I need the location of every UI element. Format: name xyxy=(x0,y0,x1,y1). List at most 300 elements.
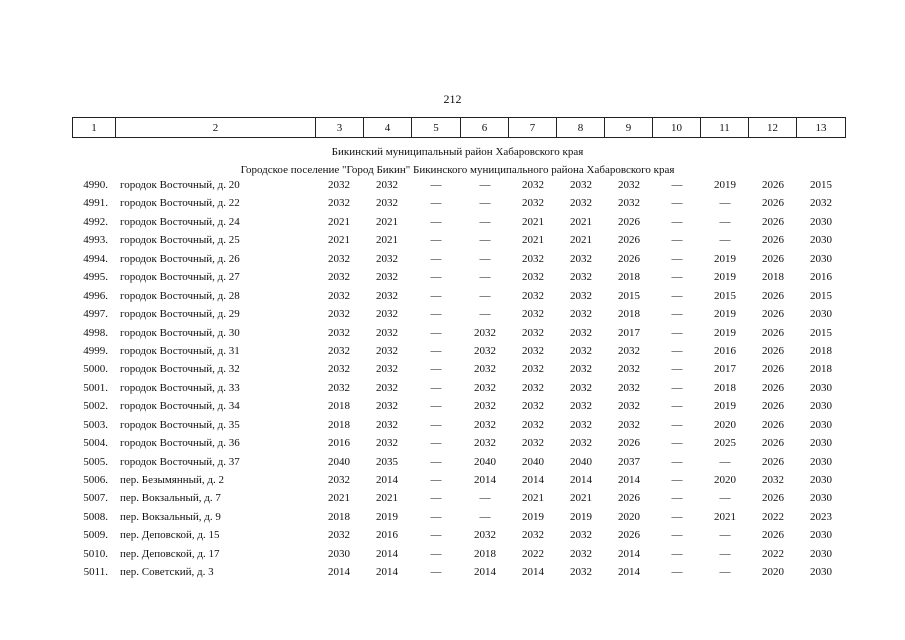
address-cell: городок Восточный, д. 31 xyxy=(120,344,240,357)
year-cell-col-7: 2032 xyxy=(522,400,544,413)
year-cell-col-11: — xyxy=(719,529,731,542)
header-col-8: 8 xyxy=(557,118,605,138)
year-cell-col-4: 2032 xyxy=(376,179,398,191)
year-cell-col-7: 2040 xyxy=(522,455,544,468)
year-cell-col-11: 2019 xyxy=(714,308,736,321)
table-row xyxy=(72,526,843,544)
table-row xyxy=(72,176,843,194)
year-cell-col-9: 2026 xyxy=(618,252,640,265)
year-cell-col-9: 2032 xyxy=(618,197,640,210)
year-cell-col-11: 2015 xyxy=(714,289,736,302)
year-cell-col-9: 2032 xyxy=(618,344,640,357)
year-cell-col-9: 2018 xyxy=(618,308,640,321)
year-cell-col-13: 2018 xyxy=(810,363,832,376)
year-cell-col-3: 2032 xyxy=(328,308,350,321)
year-cell-col-9: 2026 xyxy=(618,234,640,247)
year-cell-col-13: 2030 xyxy=(810,492,832,505)
table-row xyxy=(72,471,843,489)
header-col-6: 6 xyxy=(461,118,509,138)
year-cell-col-7: 2014 xyxy=(522,566,544,579)
year-cell-col-6: — xyxy=(479,179,491,191)
year-cell-col-7: 2032 xyxy=(522,289,544,302)
year-cell-col-9: 2014 xyxy=(618,566,640,579)
year-cell-col-3: 2032 xyxy=(328,179,350,191)
year-cell-col-3: 2032 xyxy=(328,271,350,284)
year-cell-col-7: 2032 xyxy=(522,271,544,284)
year-cell-col-3: 2016 xyxy=(328,437,350,450)
year-cell-col-13: 2030 xyxy=(810,418,832,431)
year-cell-col-11: 2016 xyxy=(714,344,736,357)
year-cell-col-11: 2019 xyxy=(714,326,736,339)
table-row xyxy=(72,231,843,249)
year-cell-col-7: 2032 xyxy=(522,418,544,431)
year-cell-col-10: — xyxy=(671,363,683,376)
year-cell-col-9: 2017 xyxy=(618,326,640,339)
year-cell-col-8: 2032 xyxy=(570,547,592,560)
year-cell-col-7: 2032 xyxy=(522,529,544,542)
year-cell-col-7: 2021 xyxy=(522,492,544,505)
row-number: 5007. xyxy=(83,492,108,505)
year-cell-col-3: 2018 xyxy=(328,400,350,413)
year-cell-col-6: 2014 xyxy=(474,566,496,579)
year-cell-col-10: — xyxy=(671,566,683,579)
year-cell-col-10: — xyxy=(671,308,683,321)
header-col-3: 3 xyxy=(316,118,364,138)
year-cell-col-5: — xyxy=(430,271,442,284)
year-cell-col-3: 2032 xyxy=(328,529,350,542)
year-cell-col-13: 2030 xyxy=(810,529,832,542)
row-number: 4993. xyxy=(83,234,108,247)
address-cell: городок Восточный, д. 25 xyxy=(120,234,240,247)
header-col-4: 4 xyxy=(364,118,412,138)
year-cell-col-10: — xyxy=(671,289,683,302)
year-cell-col-12: 2026 xyxy=(762,252,784,265)
address-cell: городок Восточный, д. 29 xyxy=(120,308,240,321)
year-cell-col-13: 2015 xyxy=(810,326,832,339)
row-number: 5005. xyxy=(83,455,108,468)
year-cell-col-12: 2022 xyxy=(762,510,784,523)
year-cell-col-3: 2040 xyxy=(328,455,350,468)
year-cell-col-6: — xyxy=(479,308,491,321)
address-cell: городок Восточный, д. 26 xyxy=(120,252,240,265)
year-cell-col-11: 2019 xyxy=(714,271,736,284)
year-cell-col-10: — xyxy=(671,326,683,339)
year-cell-col-6: — xyxy=(479,234,491,247)
year-cell-col-4: 2032 xyxy=(376,326,398,339)
year-cell-col-9: 2026 xyxy=(618,529,640,542)
year-cell-col-3: 2030 xyxy=(328,547,350,560)
year-cell-col-11: 2019 xyxy=(714,400,736,413)
year-cell-col-5: — xyxy=(430,455,442,468)
row-number: 5011. xyxy=(83,566,108,579)
address-cell: городок Восточный, д. 35 xyxy=(120,418,240,431)
year-cell-col-8: 2032 xyxy=(570,344,592,357)
year-cell-col-12: 2026 xyxy=(762,308,784,321)
table-row xyxy=(72,250,843,268)
year-cell-col-4: 2032 xyxy=(376,289,398,302)
year-cell-col-5: — xyxy=(430,326,442,339)
year-cell-col-8: 2032 xyxy=(570,418,592,431)
year-cell-col-5: — xyxy=(430,234,442,247)
year-cell-col-10: — xyxy=(671,179,683,191)
year-cell-col-12: 2026 xyxy=(762,197,784,210)
year-cell-col-13: 2030 xyxy=(810,566,832,579)
year-cell-col-12: 2018 xyxy=(762,271,784,284)
year-cell-col-13: 2030 xyxy=(810,381,832,394)
year-cell-col-8: 2032 xyxy=(570,197,592,210)
year-cell-col-4: 2032 xyxy=(376,363,398,376)
row-number: 4992. xyxy=(83,215,108,228)
year-cell-col-6: 2032 xyxy=(474,400,496,413)
year-cell-col-4: 2035 xyxy=(376,455,398,468)
year-cell-col-8: 2014 xyxy=(570,474,592,486)
year-cell-col-13: 2032 xyxy=(810,197,832,210)
year-cell-col-11: 2018 xyxy=(714,381,736,394)
year-cell-col-12: 2026 xyxy=(762,363,784,376)
year-cell-col-10: — xyxy=(671,529,683,542)
table-row xyxy=(72,508,843,526)
year-cell-col-3: 2032 xyxy=(328,197,350,210)
table-row xyxy=(72,342,843,360)
year-cell-col-4: 2032 xyxy=(376,252,398,265)
year-cell-col-4: 2014 xyxy=(376,547,398,560)
address-cell: пер. Деповской, д. 15 xyxy=(120,529,220,542)
address-cell: городок Восточный, д. 22 xyxy=(120,197,240,210)
column-number-header xyxy=(72,117,846,138)
year-cell-col-12: 2026 xyxy=(762,437,784,450)
year-cell-col-5: — xyxy=(430,400,442,413)
year-cell-col-10: — xyxy=(671,418,683,431)
year-cell-col-12: 2026 xyxy=(762,492,784,505)
year-cell-col-12: 2026 xyxy=(762,326,784,339)
year-cell-col-6: — xyxy=(479,289,491,302)
row-number: 4998. xyxy=(83,326,108,339)
table-row xyxy=(72,379,843,397)
table-row xyxy=(72,268,843,286)
row-number: 4997. xyxy=(83,308,108,321)
year-cell-col-7: 2032 xyxy=(522,363,544,376)
year-cell-col-6: 2032 xyxy=(474,363,496,376)
year-cell-col-3: 2021 xyxy=(328,234,350,247)
year-cell-col-4: 2032 xyxy=(376,308,398,321)
year-cell-col-9: 2032 xyxy=(618,418,640,431)
row-number: 5004. xyxy=(83,437,108,450)
address-cell: городок Восточный, д. 33 xyxy=(120,381,240,394)
year-cell-col-3: 2032 xyxy=(328,289,350,302)
year-cell-col-6: 2032 xyxy=(474,381,496,394)
year-cell-col-11: — xyxy=(719,197,731,210)
year-cell-col-3: 2021 xyxy=(328,215,350,228)
table-row xyxy=(72,194,843,212)
header-col-10: 10 xyxy=(653,118,701,138)
year-cell-col-6: 2014 xyxy=(474,474,496,486)
year-cell-col-7: 2022 xyxy=(522,547,544,560)
table-row xyxy=(72,434,843,452)
header-col-1: 1 xyxy=(73,118,116,138)
year-cell-col-8: 2032 xyxy=(570,437,592,450)
year-cell-col-3: 2021 xyxy=(328,492,350,505)
settlement-title: Городское поселение "Город Бикин" Бикинского муниципального района Хабаровского края xyxy=(240,164,675,176)
year-cell-col-11: — xyxy=(719,566,731,579)
year-cell-col-4: 2032 xyxy=(376,400,398,413)
year-cell-col-10: — xyxy=(671,252,683,265)
year-cell-col-5: — xyxy=(430,197,442,210)
year-cell-col-6: — xyxy=(479,215,491,228)
year-cell-col-11: 2017 xyxy=(714,363,736,376)
year-cell-col-3: 2032 xyxy=(328,363,350,376)
year-cell-col-6: 2018 xyxy=(474,547,496,560)
year-cell-col-10: — xyxy=(671,344,683,357)
address-cell: городок Восточный, д. 28 xyxy=(120,289,240,302)
year-cell-col-13: 2030 xyxy=(810,455,832,468)
year-cell-col-11: — xyxy=(719,492,731,505)
year-cell-col-5: — xyxy=(430,344,442,357)
year-cell-col-9: 2014 xyxy=(618,547,640,560)
year-cell-col-8: 2032 xyxy=(570,308,592,321)
year-cell-col-7: 2032 xyxy=(522,308,544,321)
row-number: 5000. xyxy=(83,363,108,376)
year-cell-col-9: 2015 xyxy=(618,289,640,302)
year-cell-col-6: — xyxy=(479,271,491,284)
year-cell-col-12: 2026 xyxy=(762,179,784,191)
header-col-9: 9 xyxy=(605,118,653,138)
table-row xyxy=(72,305,843,323)
year-cell-col-10: — xyxy=(671,455,683,468)
year-cell-col-10: — xyxy=(671,400,683,413)
year-cell-col-11: 2019 xyxy=(714,252,736,265)
year-cell-col-5: — xyxy=(430,529,442,542)
row-number: 5009. xyxy=(83,529,108,542)
year-cell-col-10: — xyxy=(671,215,683,228)
table-row xyxy=(72,545,843,563)
year-cell-col-13: 2030 xyxy=(810,215,832,228)
address-cell: городок Восточный, д. 30 xyxy=(120,326,240,339)
header-col-13: 13 xyxy=(797,118,846,138)
year-cell-col-4: 2021 xyxy=(376,234,398,247)
year-cell-col-6: 2032 xyxy=(474,529,496,542)
district-title: Бикинский муниципальный район Хабаровского края xyxy=(331,146,584,158)
year-cell-col-7: 2019 xyxy=(522,510,544,523)
year-cell-col-13: 2030 xyxy=(810,474,832,486)
year-cell-col-8: 2032 xyxy=(570,271,592,284)
row-number: 4994. xyxy=(83,252,108,265)
year-cell-col-13: 2016 xyxy=(810,271,832,284)
year-cell-col-4: 2032 xyxy=(376,418,398,431)
year-cell-col-8: 2021 xyxy=(570,234,592,247)
year-cell-col-7: 2032 xyxy=(522,326,544,339)
year-cell-col-11: 2025 xyxy=(714,437,736,450)
year-cell-col-10: — xyxy=(671,234,683,247)
year-cell-col-12: 2026 xyxy=(762,215,784,228)
address-cell: пер. Безымянный, д. 2 xyxy=(120,474,225,486)
year-cell-col-4: 2021 xyxy=(376,492,398,505)
row-number: 5006. xyxy=(83,474,108,486)
year-cell-col-4: 2032 xyxy=(376,437,398,450)
address-cell: городок Восточный, д. 34 xyxy=(120,400,240,413)
year-cell-col-7: 2032 xyxy=(522,179,544,191)
year-cell-col-5: — xyxy=(430,363,442,376)
year-cell-col-3: 2032 xyxy=(328,252,350,265)
page-number: 212 xyxy=(443,92,462,106)
year-cell-col-8: 2032 xyxy=(570,179,592,191)
year-cell-col-13: 2030 xyxy=(810,437,832,450)
year-cell-col-11: — xyxy=(719,455,731,468)
year-cell-col-6: 2032 xyxy=(474,437,496,450)
year-cell-col-12: 2032 xyxy=(762,474,784,486)
year-cell-col-3: 2014 xyxy=(328,566,350,579)
year-cell-col-7: 2021 xyxy=(522,234,544,247)
row-number: 4990. xyxy=(83,179,108,191)
address-cell: пер. Деповской, д. 17 xyxy=(120,547,220,560)
year-cell-col-13: 2015 xyxy=(810,179,832,191)
year-cell-col-6: — xyxy=(479,492,491,505)
year-cell-col-6: — xyxy=(479,252,491,265)
year-cell-col-5: — xyxy=(430,492,442,505)
year-cell-col-8: 2021 xyxy=(570,492,592,505)
year-cell-col-4: 2032 xyxy=(376,197,398,210)
address-cell: пер. Вокзальный, д. 9 xyxy=(120,510,221,523)
year-cell-col-7: 2032 xyxy=(522,437,544,450)
year-cell-col-3: 2032 xyxy=(328,474,350,486)
year-cell-col-3: 2032 xyxy=(328,326,350,339)
header-col-11: 11 xyxy=(701,118,749,138)
year-cell-col-4: 2032 xyxy=(376,381,398,394)
year-cell-col-10: — xyxy=(671,547,683,560)
row-number: 5001. xyxy=(83,381,108,394)
header-col-7: 7 xyxy=(509,118,557,138)
year-cell-col-7: 2032 xyxy=(522,197,544,210)
year-cell-col-7: 2021 xyxy=(522,215,544,228)
year-cell-col-10: — xyxy=(671,271,683,284)
header-col-2: 2 xyxy=(116,118,316,138)
year-cell-col-8: 2032 xyxy=(570,289,592,302)
year-cell-col-12: 2020 xyxy=(762,566,784,579)
table-row xyxy=(72,453,843,471)
year-cell-col-10: — xyxy=(671,474,683,486)
year-cell-col-8: 2032 xyxy=(570,566,592,579)
address-cell: городок Восточный, д. 37 xyxy=(120,455,240,468)
table-row xyxy=(72,360,843,378)
table-row xyxy=(72,563,843,581)
year-cell-col-9: 2026 xyxy=(618,492,640,505)
year-cell-col-9: 2032 xyxy=(618,400,640,413)
year-cell-col-3: 2018 xyxy=(328,510,350,523)
year-cell-col-12: 2026 xyxy=(762,289,784,302)
table-row xyxy=(72,397,843,415)
year-cell-col-5: — xyxy=(430,510,442,523)
year-cell-col-13: 2030 xyxy=(810,400,832,413)
year-cell-col-13: 2030 xyxy=(810,547,832,560)
year-cell-col-4: 2016 xyxy=(376,529,398,542)
year-cell-col-5: — xyxy=(430,252,442,265)
year-cell-col-8: 2032 xyxy=(570,252,592,265)
year-cell-col-6: 2032 xyxy=(474,418,496,431)
year-cell-col-5: — xyxy=(430,418,442,431)
year-cell-col-10: — xyxy=(671,381,683,394)
year-cell-col-8: 2032 xyxy=(570,363,592,376)
address-cell: пер. Вокзальный, д. 7 xyxy=(120,492,221,505)
header-col-12: 12 xyxy=(749,118,797,138)
year-cell-col-9: 2026 xyxy=(618,437,640,450)
address-cell: городок Восточный, д. 20 xyxy=(120,179,240,191)
year-cell-col-5: — xyxy=(430,215,442,228)
year-cell-col-6: 2032 xyxy=(474,326,496,339)
address-cell: городок Восточный, д. 24 xyxy=(120,215,240,228)
year-cell-col-5: — xyxy=(430,289,442,302)
year-cell-col-13: 2030 xyxy=(810,252,832,265)
table-row xyxy=(72,489,843,507)
year-cell-col-3: 2032 xyxy=(328,344,350,357)
year-cell-col-12: 2026 xyxy=(762,529,784,542)
year-cell-col-11: — xyxy=(719,547,731,560)
address-cell: городок Восточный, д. 27 xyxy=(120,271,240,284)
year-cell-col-6: 2032 xyxy=(474,344,496,357)
year-cell-col-12: 2026 xyxy=(762,234,784,247)
year-cell-col-9: 2026 xyxy=(618,215,640,228)
year-cell-col-12: 2026 xyxy=(762,344,784,357)
year-cell-col-7: 2032 xyxy=(522,344,544,357)
year-cell-col-11: 2021 xyxy=(714,510,736,523)
row-number: 4991. xyxy=(83,197,108,210)
row-number: 5002. xyxy=(83,400,108,413)
table-row xyxy=(72,416,843,434)
row-number: 5008. xyxy=(83,510,108,523)
year-cell-col-8: 2040 xyxy=(570,455,592,468)
year-cell-col-10: — xyxy=(671,437,683,450)
year-cell-col-9: 2018 xyxy=(618,271,640,284)
year-cell-col-6: — xyxy=(479,510,491,523)
year-cell-col-13: 2030 xyxy=(810,308,832,321)
year-cell-col-13: 2023 xyxy=(810,510,832,523)
year-cell-col-8: 2021 xyxy=(570,215,592,228)
year-cell-col-9: 2032 xyxy=(618,363,640,376)
year-cell-col-12: 2026 xyxy=(762,418,784,431)
year-cell-col-8: 2032 xyxy=(570,400,592,413)
row-number: 4996. xyxy=(83,289,108,302)
year-cell-col-6: — xyxy=(479,197,491,210)
year-cell-col-13: 2015 xyxy=(810,289,832,302)
table-row xyxy=(72,287,843,305)
data-table-body xyxy=(72,176,843,582)
row-number: 5003. xyxy=(83,418,108,431)
year-cell-col-10: — xyxy=(671,492,683,505)
year-cell-col-8: 2019 xyxy=(570,510,592,523)
year-cell-col-11: 2019 xyxy=(714,179,736,191)
year-cell-col-10: — xyxy=(671,510,683,523)
year-cell-col-9: 2032 xyxy=(618,381,640,394)
year-cell-col-8: 2032 xyxy=(570,326,592,339)
year-cell-col-7: 2032 xyxy=(522,252,544,265)
year-cell-col-7: 2032 xyxy=(522,381,544,394)
year-cell-col-3: 2018 xyxy=(328,418,350,431)
year-cell-col-10: — xyxy=(671,197,683,210)
address-cell: пер. Советский, д. 3 xyxy=(120,566,214,579)
year-cell-col-9: 2037 xyxy=(618,455,640,468)
year-cell-col-5: — xyxy=(430,547,442,560)
header-col-5: 5 xyxy=(412,118,461,138)
table-row xyxy=(72,324,843,342)
address-cell: городок Восточный, д. 36 xyxy=(120,437,240,450)
year-cell-col-4: 2032 xyxy=(376,271,398,284)
header-row xyxy=(73,118,846,138)
year-cell-col-11: — xyxy=(719,234,731,247)
table-row xyxy=(72,213,843,231)
year-cell-col-5: — xyxy=(430,474,442,486)
row-number: 5010. xyxy=(83,547,108,560)
year-cell-col-8: 2032 xyxy=(570,529,592,542)
year-cell-col-12: 2026 xyxy=(762,400,784,413)
year-cell-col-4: 2014 xyxy=(376,474,398,486)
